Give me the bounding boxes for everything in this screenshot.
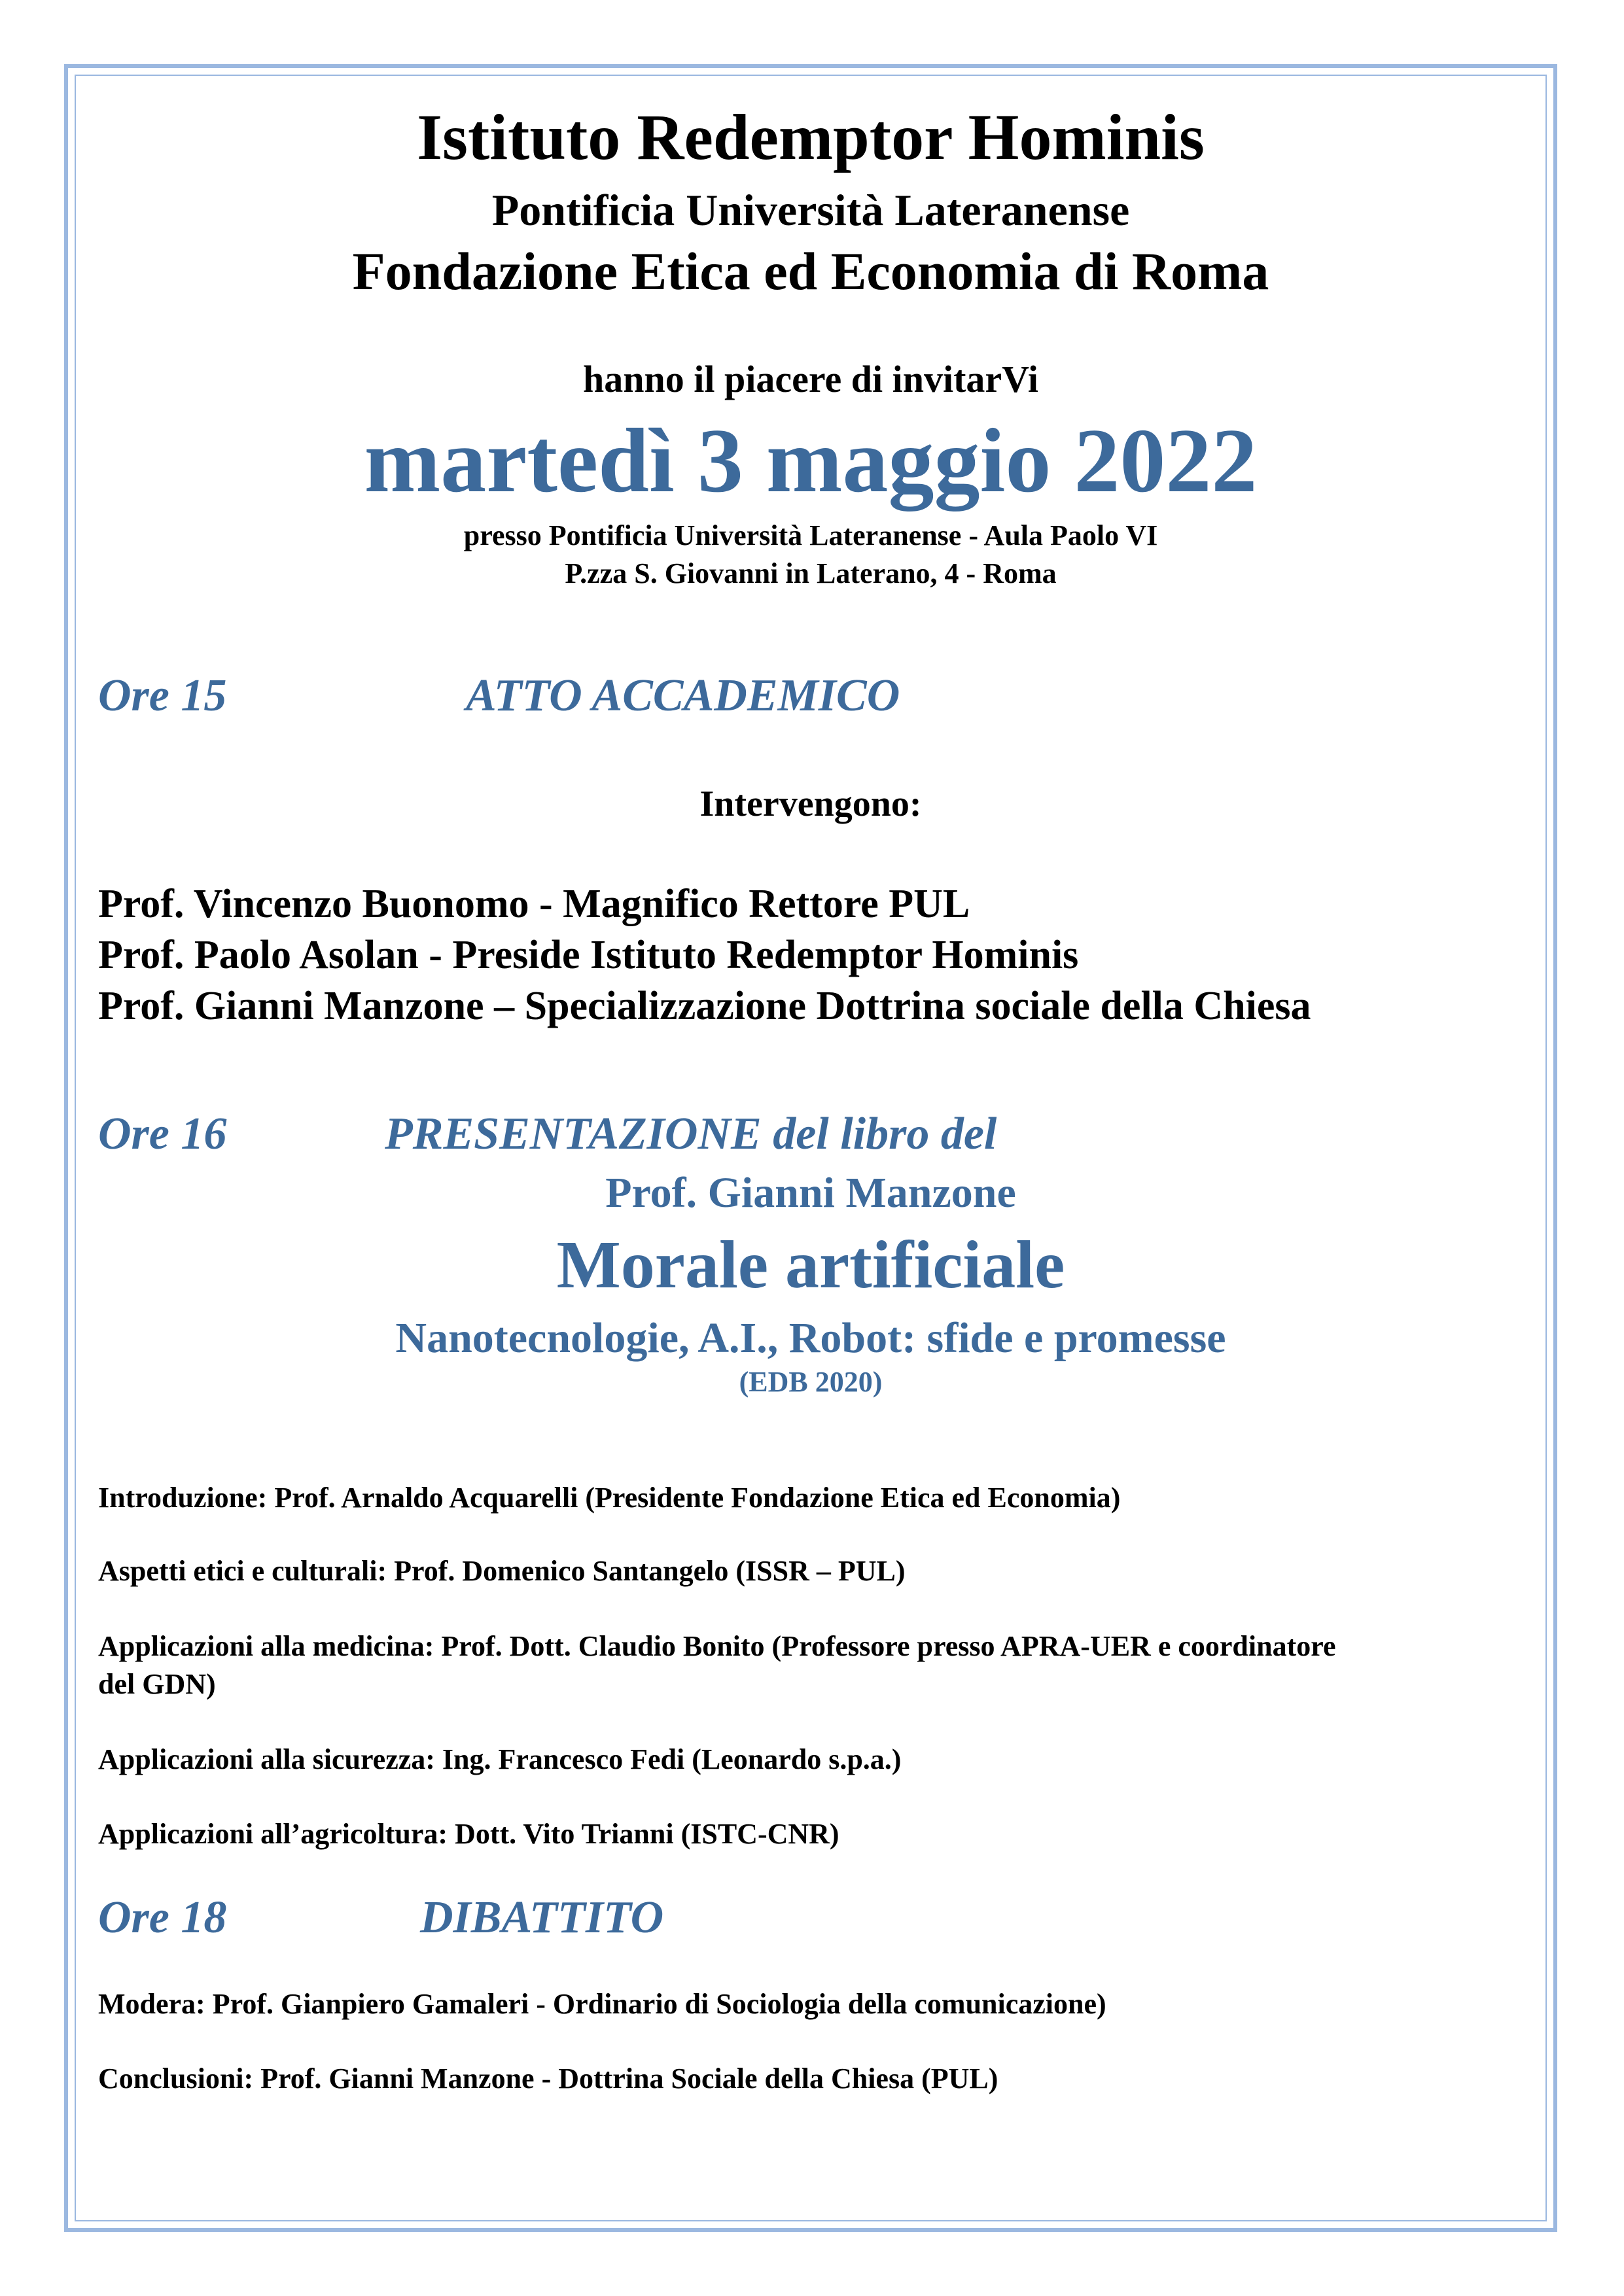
program-item-introduzione: Introduzione: Prof. Arnaldo Acquarelli (Presidente Fondazione Etica ed Economia) bbox=[98, 1482, 1121, 1514]
venue-line-1: presso Pontificia Università Lateranense - Aula Paolo VI bbox=[463, 519, 1158, 551]
program-item-medicina-cont: del GDN) bbox=[98, 1668, 216, 1700]
book-title: Morale artificiale bbox=[556, 1227, 1065, 1302]
book-publisher: (EDB 2020) bbox=[739, 1366, 883, 1398]
org-title-istituto: Istituto Redemptor Hominis bbox=[417, 101, 1205, 173]
book-author: Prof. Gianni Manzone bbox=[605, 1169, 1016, 1217]
program-item-sicurezza: Applicazioni alla sicurezza: Ing. Francesco Fedi (Leonardo s.p.a.) bbox=[98, 1743, 902, 1775]
session2-title: PRESENTAZIONE del libro del bbox=[385, 1109, 997, 1159]
session2-time: Ore 16 bbox=[98, 1109, 227, 1159]
program-item-agricoltura: Applicazioni all’agricoltura: Dott. Vito Trianni (ISTC-CNR) bbox=[98, 1818, 839, 1850]
session1-title: ATTO ACCADEMICO bbox=[466, 670, 900, 721]
org-title-fondazione: Fondazione Etica ed Economia di Roma bbox=[352, 241, 1269, 301]
intervengono-label: Intervengono: bbox=[699, 784, 922, 824]
speaker-3: Prof. Gianni Manzone – Specializzazione Dottrina sociale della Chiesa bbox=[98, 984, 1311, 1028]
invite-text: hanno il piacere di invitarVi bbox=[582, 358, 1039, 400]
event-date: martedì 3 maggio 2022 bbox=[364, 410, 1258, 512]
program-item-conclusioni: Conclusioni: Prof. Gianni Manzone - Dottrina Sociale della Chiesa (PUL) bbox=[98, 2062, 998, 2095]
speaker-1: Prof. Vincenzo Buonomo - Magnifico Rettore PUL bbox=[98, 882, 970, 926]
session1-time: Ore 15 bbox=[98, 670, 227, 721]
session3-title: DIBATTITO bbox=[420, 1892, 664, 1943]
program-item-medicina: Applicazioni alla medicina: Prof. Dott. Claudio Bonito (Professore presso APRA-UER e coordinatore bbox=[98, 1630, 1336, 1662]
org-subtitle-pul: Pontificia Università Lateranense bbox=[491, 185, 1130, 235]
venue-line-2: P.zza S. Giovanni in Laterano, 4 - Roma bbox=[565, 557, 1057, 589]
session3-time: Ore 18 bbox=[98, 1892, 227, 1943]
program-item-aspetti: Aspetti etici e culturali: Prof. Domenico Santangelo (ISSR – PUL) bbox=[98, 1555, 906, 1587]
book-subtitle: Nanotecnologie, A.I., Robot: sfide e promesse bbox=[395, 1314, 1226, 1362]
program-item-modera: Modera: Prof. Gianpiero Gamaleri - Ordinario di Sociologia della comunicazione) bbox=[98, 1988, 1106, 2020]
speaker-2: Prof. Paolo Asolan - Preside Istituto Redemptor Hominis bbox=[98, 933, 1079, 977]
